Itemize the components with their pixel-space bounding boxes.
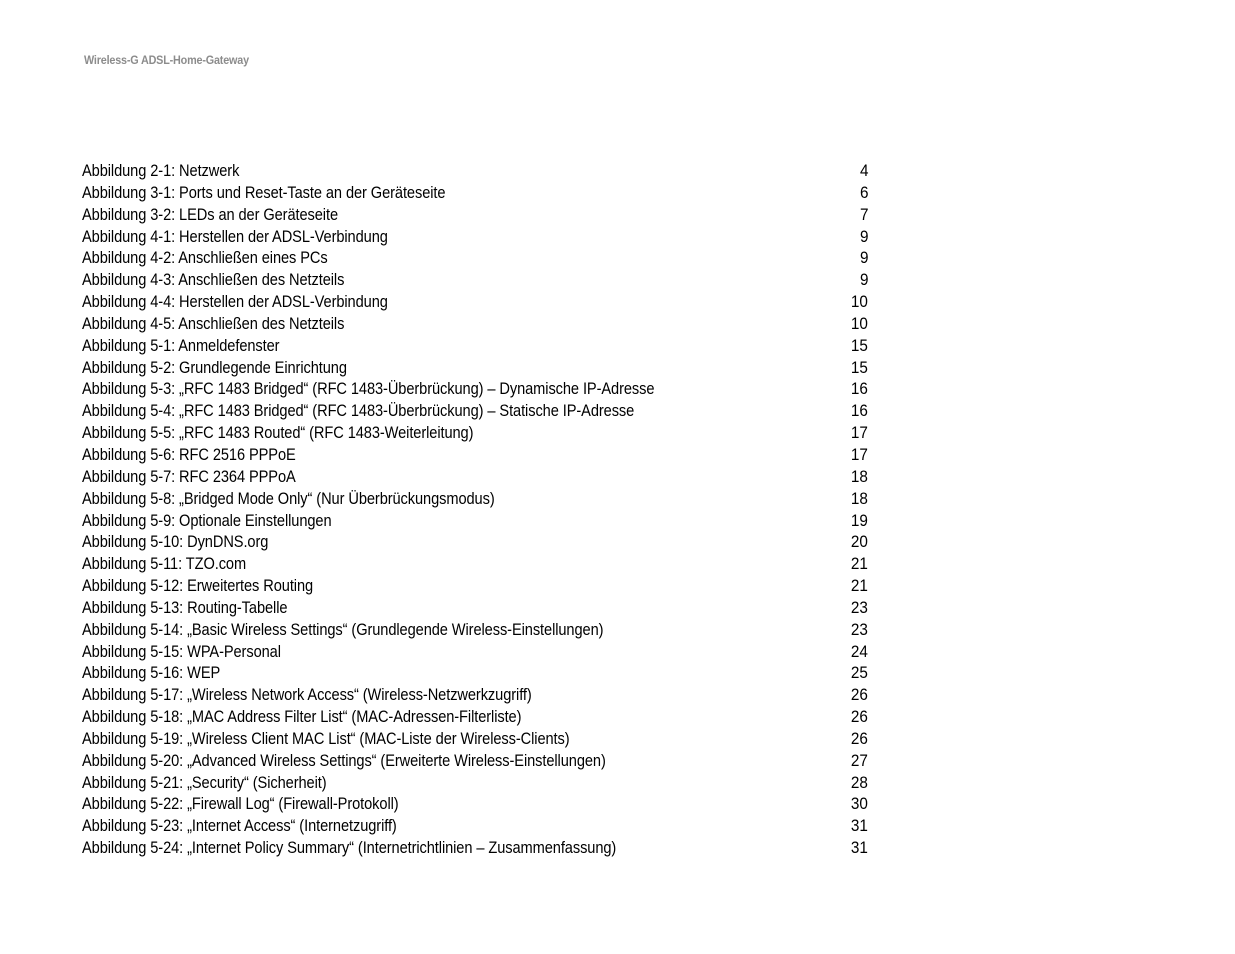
figure-list-entry[interactable] [82, 531, 870, 553]
figure-title-link[interactable]: Abbildung 5-16: WEP [82, 663, 221, 683]
figure-list-entry[interactable] [82, 750, 870, 772]
figure-page-number[interactable]: 17 [850, 444, 868, 464]
figure-page-number[interactable]: 25 [850, 663, 868, 683]
figure-list-entry[interactable] [82, 510, 870, 532]
figure-list-entry[interactable] [82, 815, 870, 837]
figure-title-link[interactable]: Abbildung 4-3: Anschließen des Netzteils [82, 270, 345, 290]
figure-title-link[interactable]: Abbildung 5-24: „Internet Policy Summary“ (Internetrichtlinien – Zusammenfassung) [82, 838, 617, 858]
figure-title-link[interactable]: Abbildung 5-6: RFC 2516 PPPoE [82, 444, 296, 464]
figure-list-entry[interactable] [82, 706, 870, 728]
figure-title-link[interactable]: Abbildung 5-15: WPA-Personal [82, 641, 281, 661]
figure-page-number[interactable]: 26 [850, 685, 868, 705]
figure-list-entry[interactable] [82, 619, 870, 641]
figure-title-link[interactable]: Abbildung 2-1: Netzwerk [82, 161, 240, 180]
figure-page-number[interactable]: 27 [850, 750, 868, 770]
figure-page-number[interactable]: 23 [850, 597, 868, 617]
figure-title-link[interactable]: Abbildung 5-3: „RFC 1483 Bridged“ (RFC 1483-Überbrückung) – Dynamische IP-Adresse [82, 379, 655, 399]
figure-page-number[interactable]: 9 [859, 248, 868, 268]
figure-title-link[interactable]: Abbildung 3-2: LEDs an der Geräteseite [82, 204, 338, 224]
figure-page-number[interactable]: 4 [859, 161, 868, 180]
figure-title-link[interactable]: Abbildung 5-10: DynDNS.org [82, 532, 269, 552]
figure-list [82, 160, 870, 859]
figure-title-link[interactable]: Abbildung 4-5: Anschließen des Netzteils [82, 313, 345, 333]
figure-title-link[interactable]: Abbildung 5-14: „Basic Wireless Settings“ (Grundlegende Wireless-Einstellungen) [82, 619, 604, 639]
figure-title-link[interactable]: Abbildung 5-1: Anmeldefenster [82, 335, 280, 355]
figure-page-number[interactable]: 6 [859, 182, 868, 202]
figure-page-number[interactable]: 24 [850, 641, 868, 661]
figure-title-link[interactable]: Abbildung 4-4: Herstellen der ADSL-Verbindung [82, 292, 388, 312]
figure-title-link[interactable]: Abbildung 5-7: RFC 2364 PPPoA [82, 466, 296, 486]
figure-list-entry[interactable] [82, 313, 870, 335]
figure-list-entry[interactable] [82, 422, 870, 444]
figure-page-number[interactable]: 10 [850, 313, 868, 333]
figure-page-number[interactable]: 9 [859, 270, 868, 290]
running-header: Wireless-G ADSL-Home-Gateway [84, 53, 249, 67]
figure-page-number[interactable]: 30 [850, 794, 868, 814]
figure-title-link[interactable]: Abbildung 5-8: „Bridged Mode Only“ (Nur Überbrückungsmodus) [82, 488, 495, 508]
figure-title-link[interactable]: Abbildung 5-19: „Wireless Client MAC List“ (MAC-Liste der Wireless-Clients) [82, 728, 570, 748]
figure-list-entry[interactable] [82, 575, 870, 597]
figure-list-entry[interactable] [82, 247, 870, 269]
figure-title-link[interactable]: Abbildung 5-20: „Advanced Wireless Settings“ (Erweiterte Wireless-Einstellungen) [82, 750, 606, 770]
figure-list-entry[interactable] [82, 357, 870, 379]
figure-page-number[interactable]: 16 [850, 401, 868, 421]
figure-title-link[interactable]: Abbildung 5-22: „Firewall Log“ (Firewall-Protokoll) [82, 794, 399, 814]
figure-list-entry[interactable] [82, 160, 870, 182]
figure-list-entry[interactable] [82, 444, 870, 466]
figure-list-entry[interactable] [82, 772, 870, 794]
figure-list-entry[interactable] [82, 728, 870, 750]
figure-page-number[interactable]: 18 [850, 488, 868, 508]
figure-page-number[interactable]: 15 [850, 357, 868, 377]
figure-page-number[interactable]: 10 [850, 292, 868, 312]
figure-list-entry[interactable] [82, 291, 870, 313]
figure-list-entry[interactable] [82, 553, 870, 575]
figure-page-number[interactable]: 19 [850, 510, 868, 530]
figure-list-entry[interactable] [82, 378, 870, 400]
figure-list-entry[interactable] [82, 466, 870, 488]
figure-page-number[interactable]: 31 [850, 838, 868, 858]
figure-page-number[interactable]: 31 [850, 816, 868, 836]
figure-title-link[interactable]: Abbildung 5-5: „RFC 1483 Routed“ (RFC 1483-Weiterleitung) [82, 423, 474, 443]
figure-title-link[interactable]: Abbildung 5-9: Optionale Einstellungen [82, 510, 332, 530]
figure-title-link[interactable]: Abbildung 5-21: „Security“ (Sicherheit) [82, 772, 327, 792]
figure-title-link[interactable]: Abbildung 4-2: Anschließen eines PCs [82, 248, 328, 268]
figure-page-number[interactable]: 23 [850, 619, 868, 639]
figure-page-number[interactable]: 26 [850, 707, 868, 727]
figure-title-link[interactable]: Abbildung 5-11: TZO.com [82, 554, 247, 574]
figure-title-link[interactable]: Abbildung 5-2: Grundlegende Einrichtung [82, 357, 347, 377]
figure-title-link[interactable]: Abbildung 5-4: „RFC 1483 Bridged“ (RFC 1483-Überbrückung) – Statische IP-Adresse [82, 401, 635, 421]
figure-page-number[interactable]: 28 [850, 772, 868, 792]
figure-list-entry[interactable] [82, 269, 870, 291]
figure-page-number[interactable]: 21 [850, 576, 868, 596]
figure-page-number[interactable]: 18 [850, 466, 868, 486]
figure-list-entry[interactable] [82, 684, 870, 706]
figure-page-number[interactable]: 26 [850, 728, 868, 748]
figure-title-link[interactable]: Abbildung 5-13: Routing-Tabelle [82, 597, 288, 617]
figure-page-number[interactable]: 17 [850, 423, 868, 443]
figure-list-entry[interactable] [82, 837, 870, 859]
figure-list-entry[interactable] [82, 204, 870, 226]
figure-page-number[interactable]: 21 [850, 554, 868, 574]
figure-list-entry[interactable] [82, 488, 870, 510]
figure-list-entry[interactable] [82, 662, 870, 684]
figure-page-number[interactable]: 15 [850, 335, 868, 355]
figure-list-entry[interactable] [82, 641, 870, 663]
figure-list-entry[interactable] [82, 793, 870, 815]
figure-title-link[interactable]: Abbildung 5-18: „MAC Address Filter List“ (MAC-Adressen-Filterliste) [82, 707, 522, 727]
figure-list-entry[interactable] [82, 182, 870, 204]
figure-title-link[interactable]: Abbildung 3-1: Ports und Reset-Taste an der Geräteseite [82, 182, 446, 202]
figure-list-entry[interactable] [82, 226, 870, 248]
figure-list-entry[interactable] [82, 335, 870, 357]
figure-title-link[interactable]: Abbildung 5-17: „Wireless Network Access“ (Wireless-Netzwerkzugriff) [82, 685, 532, 705]
figure-page-number[interactable]: 7 [859, 204, 868, 224]
figure-title-link[interactable]: Abbildung 5-23: „Internet Access“ (Internetzugriff) [82, 816, 397, 836]
figure-page-number[interactable]: 16 [850, 379, 868, 399]
figure-list-entry[interactable] [82, 400, 870, 422]
figure-page-number[interactable]: 9 [859, 226, 868, 246]
figure-title-link[interactable]: Abbildung 5-12: Erweitertes Routing [82, 576, 314, 596]
figure-list-entry[interactable] [82, 597, 870, 619]
figure-page-number[interactable]: 20 [850, 532, 868, 552]
figure-title-link[interactable]: Abbildung 4-1: Herstellen der ADSL-Verbindung [82, 226, 388, 246]
